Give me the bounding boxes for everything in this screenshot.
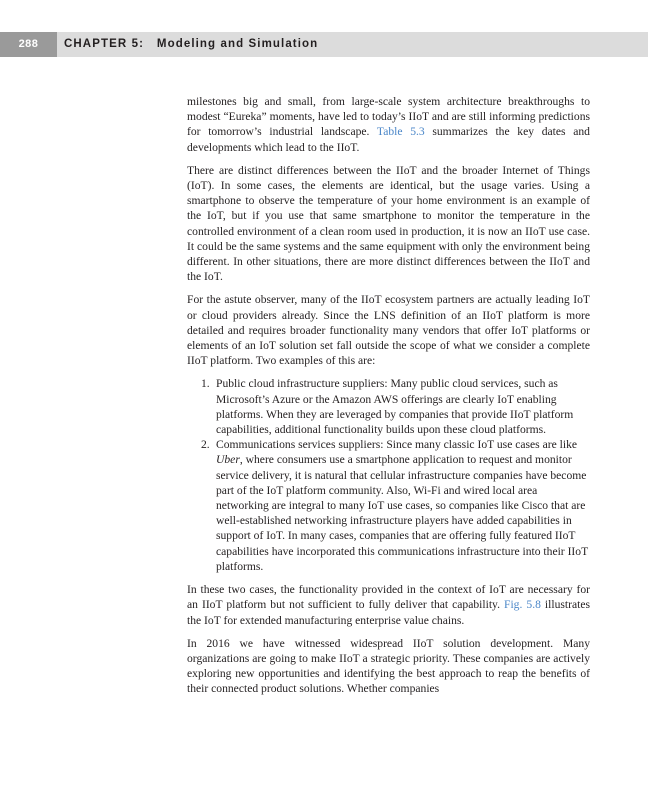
list-item <box>201 437 590 574</box>
table-5-3-link[interactable]: Table 5.3 <box>376 125 425 139</box>
body-text <box>187 94 590 705</box>
paragraph-1: milestones big and small, from large-scale system architecture breakthroughs to modest “Eureka” moments, have led to today’s IIoT and are still informing predictions for tomorrow’s industrial landscape. Table 5.3 summarizes the key dates and developments which lead to the IIoT. <box>187 95 590 154</box>
paragraph-3: For the astute observer, many of the IIoT ecosystem partners are actually leading IoT or cloud providers already. Since the LNS definition of an IIoT platform is more detailed and requires broader functionality many vendors that offer IoT platforms or elements of an IoT solution set fall outside the scope of what we consider a complete IIoT platform. Two examples of this are: <box>187 293 590 368</box>
figure-5-8-link[interactable]: Fig. 5.8 <box>504 598 541 612</box>
chapter-label: CHAPTER 5: <box>64 38 145 50</box>
list-item <box>201 376 590 437</box>
numbered-list <box>187 376 590 574</box>
chapter-title: Modeling and Simulation <box>156 38 319 50</box>
paragraph-4: In these two cases, the functionality provided in the context of IoT are necessary for an IIoT platform but not sufficient to fully deliver that capability. Fig. 5.8 illustrates the IoT for extended manufacturing enterprise value chains. <box>187 583 591 627</box>
paragraph-2: There are distinct differences between the IIoT and the broader Internet of Things (IoT). In some cases, the elements are identical, but the usage varies. Using a smartphone to observe the temperature of your home environment is an example of the IoT, but if you use that same smartphone to monitor the temperature in the controlled environment of a clean room used in production, it is now an IIoT use case. It could be the same systems and the same equipment with only the environment being different. In other situations, there are more distinct differences between the IIoT and the IoT. <box>187 163 590 284</box>
list-item-text: Public cloud infrastructure suppliers: Many public cloud services, such as Microsoft’s Azure or the Amazon AWS offerings are clearly IoT enabling platforms. When they are leveraged by companies that provide IIoT platform capabilities, additional functionality builds upon these cloud platforms. <box>216 377 574 437</box>
running-header <box>0 32 648 57</box>
list-item-text: Communications services suppliers: Since many classic IoT use cases are like Uber, where consumers use a smartphone application to request and monitor service delivery, it is natural that cellular infrastructure companies have become part of the IoT platform community. Also, Wi-Fi and wired local area networking are integral to many IoT use cases, so companies like Cisco that are well-established networking infrastructure players have added capabilities in support of IoT. In many cases, companies that are offering fully featured IIoT capabilities have incorporated this communications infrastructure into their IIoT platforms. <box>216 438 588 573</box>
paragraph-5: In 2016 we have witnessed widespread IIoT solution development. Many organizations are going to make IIoT a strategic priority. These companies are actively exploring new opportunities and identifying the best approach to reap the benefits of their connected product solutions. Whether companies <box>187 636 590 696</box>
list-item-number: 1. <box>201 377 210 391</box>
chapter-heading <box>64 32 318 57</box>
page-number: 288 <box>0 32 57 57</box>
list-item-number: 2. <box>201 438 210 452</box>
uber-emphasis: Uber <box>216 453 240 467</box>
